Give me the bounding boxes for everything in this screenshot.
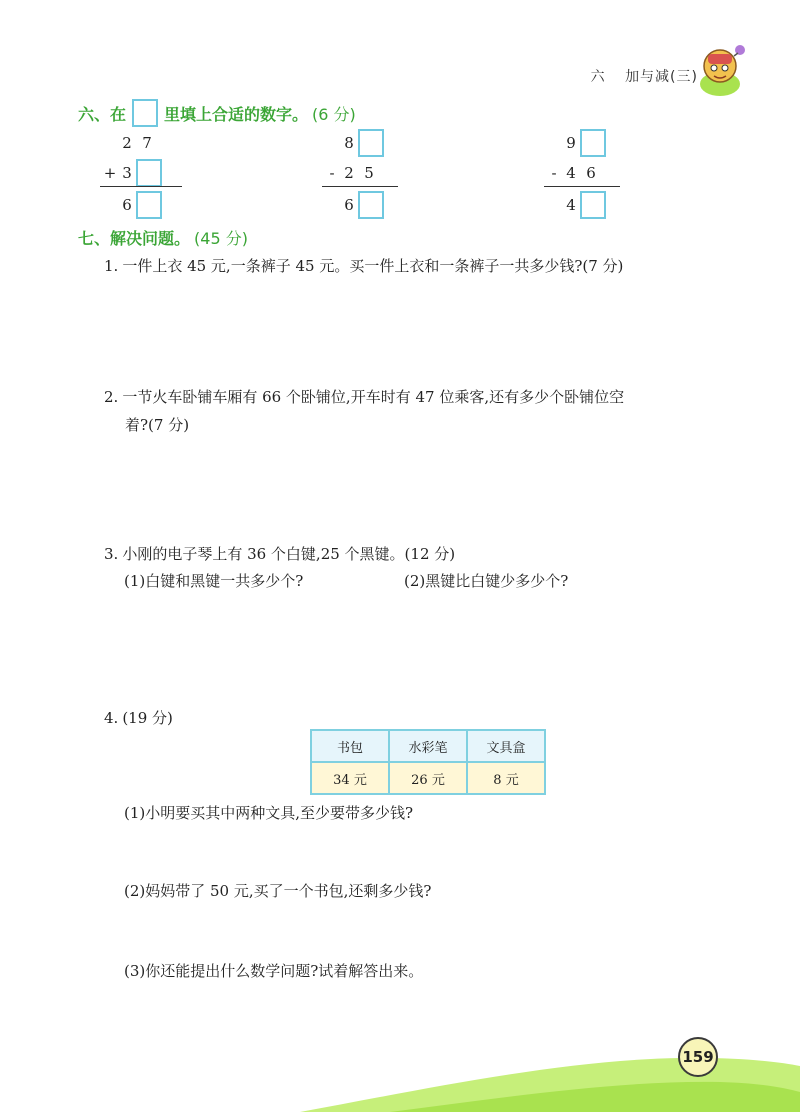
question-4 xyxy=(104,706,173,730)
question-text: 小刚的电子琴上有 36 个白键,25 个黑键。(12 分) xyxy=(122,545,456,563)
digit: 4 xyxy=(566,164,576,182)
price-table-header-cell: 水彩笔 xyxy=(389,730,467,762)
digit: 7 xyxy=(142,134,152,152)
section7-label: 七、解决问题。 xyxy=(78,229,191,248)
section6-label: 六、在 xyxy=(78,104,127,124)
digit: 6 xyxy=(122,196,132,214)
section6-points: (6 分) xyxy=(312,104,356,124)
digit: 5 xyxy=(364,164,374,182)
section7-title xyxy=(78,226,248,249)
digit: 4 xyxy=(566,196,576,214)
operator: - xyxy=(551,164,557,182)
answer-box[interactable] xyxy=(358,191,384,219)
section7-points: (45 分) xyxy=(194,229,248,248)
digit: 2 xyxy=(344,164,354,182)
question-number: 2. xyxy=(104,388,119,406)
question-3-sub-2: (2)黑键比白键少多少个? xyxy=(404,572,569,590)
chapter-unit: 六 xyxy=(590,69,606,85)
mascot-icon xyxy=(694,40,750,100)
price-table xyxy=(310,729,546,795)
answer-box[interactable] xyxy=(580,191,606,219)
chapter-title: 加与减(三) xyxy=(625,69,698,85)
question-number: 1. xyxy=(104,257,119,275)
page-number: 159 xyxy=(678,1037,718,1077)
question-4-sub-1: (1)小明要买其中两种文具,至少要带多少钱? xyxy=(124,804,414,822)
section6-title xyxy=(78,99,356,127)
question-number: 4. xyxy=(104,709,119,727)
chapter-header xyxy=(591,66,698,86)
digit: 3 xyxy=(122,164,132,182)
digit: 8 xyxy=(344,134,354,152)
digit: 6 xyxy=(344,196,354,214)
blank-box-example xyxy=(132,99,158,127)
answer-box[interactable] xyxy=(136,159,162,187)
answer-box[interactable] xyxy=(136,191,162,219)
digit: 6 xyxy=(586,164,596,182)
question-number: 3. xyxy=(104,545,119,563)
digit: 2 xyxy=(122,134,132,152)
question-1 xyxy=(104,254,623,278)
answer-box[interactable] xyxy=(580,129,606,157)
price-table-value-row xyxy=(311,762,545,794)
price-table-value-cell: 8 元 xyxy=(467,762,545,794)
operator: + xyxy=(103,164,117,182)
question-4-sub-2: (2)妈妈带了 50 元,买了一个书包,还剩多少钱? xyxy=(124,882,432,900)
question-4-sub-3: (3)你还能提出什么数学问题?试着解答出来。 xyxy=(124,962,424,980)
operator: - xyxy=(329,164,335,182)
price-table-value-cell: 34 元 xyxy=(311,762,389,794)
question-text: 一件上衣 45 元,一条裤子 45 元。买一件上衣和一条裤子一共多少钱?(7 分) xyxy=(122,257,624,275)
price-table-value-cell: 26 元 xyxy=(389,762,467,794)
answer-box[interactable] xyxy=(358,129,384,157)
question-3-sub-1: (1)白键和黑键一共多少个? xyxy=(124,572,304,590)
question-points: (19 分) xyxy=(122,709,173,727)
section6-label-after: 里填上合适的数字。 xyxy=(164,104,309,124)
price-table-header-cell: 书包 xyxy=(311,730,389,762)
question-3 xyxy=(104,542,455,566)
price-table-header-row xyxy=(311,730,545,762)
digit: 9 xyxy=(566,134,576,152)
divider-line xyxy=(544,186,620,187)
price-table-header-cell: 文具盒 xyxy=(467,730,545,762)
question-text-line1: 一节火车卧铺车厢有 66 个卧铺位,开车时有 47 位乘客,还有多少个卧铺位空 xyxy=(122,388,625,406)
question-text-line2: 着?(7 分) xyxy=(125,416,190,434)
divider-line xyxy=(100,186,182,187)
question-2 xyxy=(104,385,744,437)
divider-line xyxy=(322,186,398,187)
